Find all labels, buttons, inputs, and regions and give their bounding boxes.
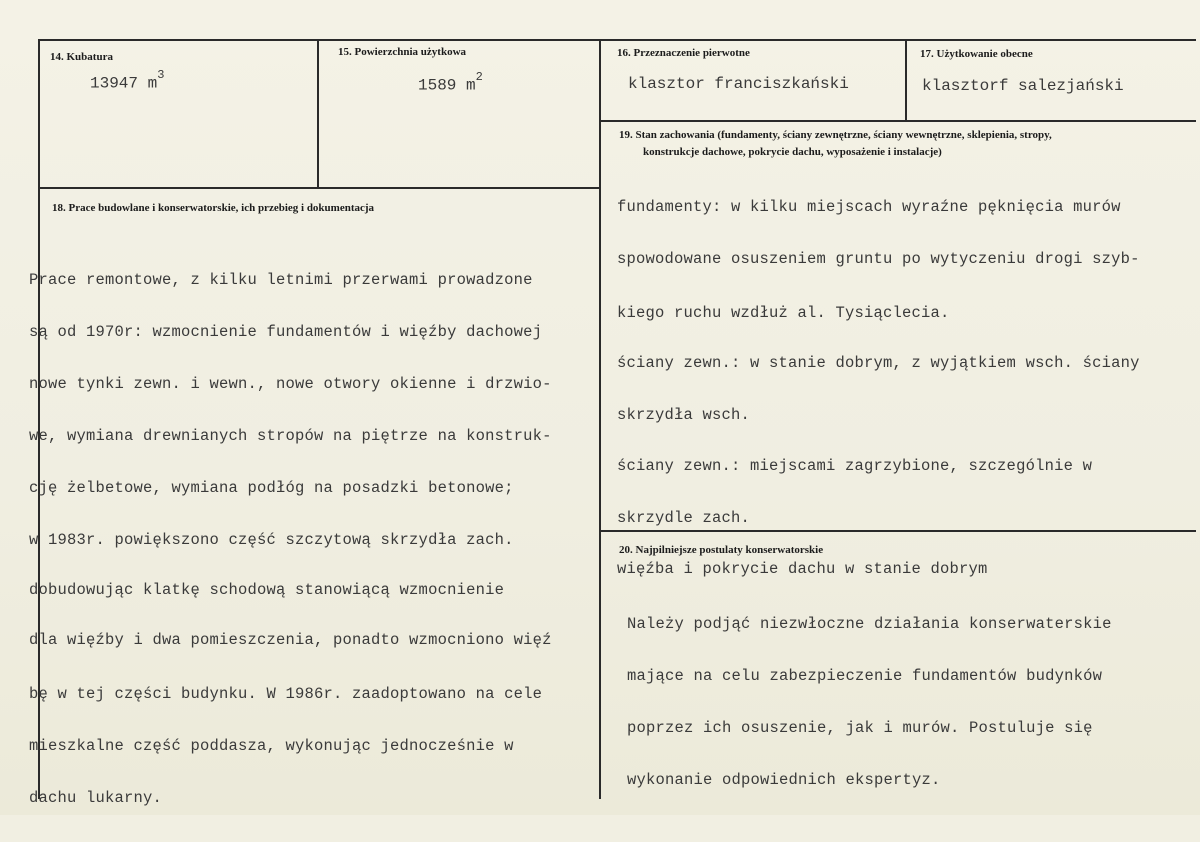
rule-above-field-19	[600, 120, 1196, 122]
field-20-text	[627, 580, 1112, 824]
field-19-line: kiego ruchu wzdłuż al. Tysiąclecia.	[617, 304, 950, 322]
divider-16-17	[905, 39, 907, 121]
field-20-label: 20. Najpilniejsze postulaty konserwatorskie	[619, 544, 824, 556]
field-18-line: cję żelbetowe, wymiana podłóg na posadzki betonowe;	[29, 479, 514, 497]
field-18-line: dachu lukarny.	[29, 789, 163, 807]
field-18-line: mieszkalne część poddasza, wykonując jednocześnie w	[29, 737, 514, 755]
field-19-line: skrzydle zach.	[617, 508, 751, 527]
field-19-line: więźba i pokrycie dachu w stanie dobrym	[617, 560, 988, 578]
field-18-line: są od 1970r: wzmocnienie fundamentów i więźby dachowej	[29, 323, 543, 341]
field-18-line: we, wymiana drewnianych stropów na piętrze na konstruk-	[29, 427, 552, 445]
field-17-value: klasztorf salezjański	[922, 77, 1124, 95]
field-20-line: Należy podjąć niezwłoczne działania konserwaterskie	[627, 615, 1112, 633]
field-18-line: Prace remontowe, z kilku letnimi przerwami prowadzone	[29, 271, 533, 289]
field-14-unit-exponent: 3	[157, 68, 165, 82]
field-18-line: w 1983r. powiększono część szczytową skrzydła zach.	[29, 531, 514, 549]
field-20-line: wykonanie odpowiednich ekspertyz.	[627, 771, 941, 789]
field-20-line: mające na celu zabezpieczenie fundamentów budynków	[627, 667, 1103, 685]
field-19-line: spowodowane osuszeniem gruntu po wytyczeniu drogi szyb-	[617, 249, 1140, 268]
field-18-line: dla więźby i dwa pomieszczenia, ponadto wzmocniono więź	[29, 631, 552, 649]
field-18-text	[29, 236, 552, 842]
top-rule	[38, 39, 1196, 41]
field-19-label-line-2: konstrukcje dachowe, pokrycie dachu, wyposażenie i instalacje)	[643, 146, 942, 158]
rule-under-field-15-16	[38, 187, 600, 189]
divider-14-15	[317, 39, 319, 188]
field-19-label-line-1: 19. Stan zachowania (fundamenty, ściany zewnętrzne, ściany wewnętrzne, sklepienia, stropy,	[619, 129, 1052, 141]
field-18-line: bę w tej części budynku. W 1986r. zaadoptowano na cele	[29, 685, 543, 703]
field-18-line: dobudowując klatkę schodową stanowiącą wzmocnienie	[29, 581, 505, 599]
field-14-value	[90, 68, 165, 93]
field-16-label: 16. Przeznaczenie pierwotne	[617, 47, 750, 59]
center-divider	[599, 39, 601, 799]
field-16-value: klasztor franciszkański	[628, 75, 849, 93]
field-15-number: 1589 m	[418, 76, 476, 95]
field-15-unit-exponent: 2	[475, 70, 483, 84]
field-20-line: poprzez ich osuszenie, jak i murów. Postuluje się	[627, 719, 1093, 737]
field-14-number: 13947 m	[90, 74, 158, 93]
field-15-value	[418, 70, 483, 95]
field-17-label: 17. Użytkowanie obecne	[920, 48, 1033, 60]
field-19-line: skrzydła wsch.	[617, 405, 751, 424]
field-18-line: nowe tynki zewn. i wewn., nowe otwory okienne i drzwio-	[29, 375, 552, 393]
field-19-line: ściany zewn.: w stanie dobrym, z wyjątkiem wsch. ściany	[617, 354, 1140, 372]
field-14-label: 14. Kubatura	[50, 51, 113, 63]
field-15-label: 15. Powierzchnia użytkowa	[338, 46, 467, 58]
field-19-line: fundamenty: w kilku miejscach wyraźne pęknięcia murów	[617, 198, 1121, 216]
field-19-line: ściany zewn.: miejscami zagrzybione, szczególnie w	[617, 457, 1093, 475]
field-18-label: 18. Prace budowlane i konserwatorskie, ich przebieg i dokumentacja	[52, 202, 375, 214]
